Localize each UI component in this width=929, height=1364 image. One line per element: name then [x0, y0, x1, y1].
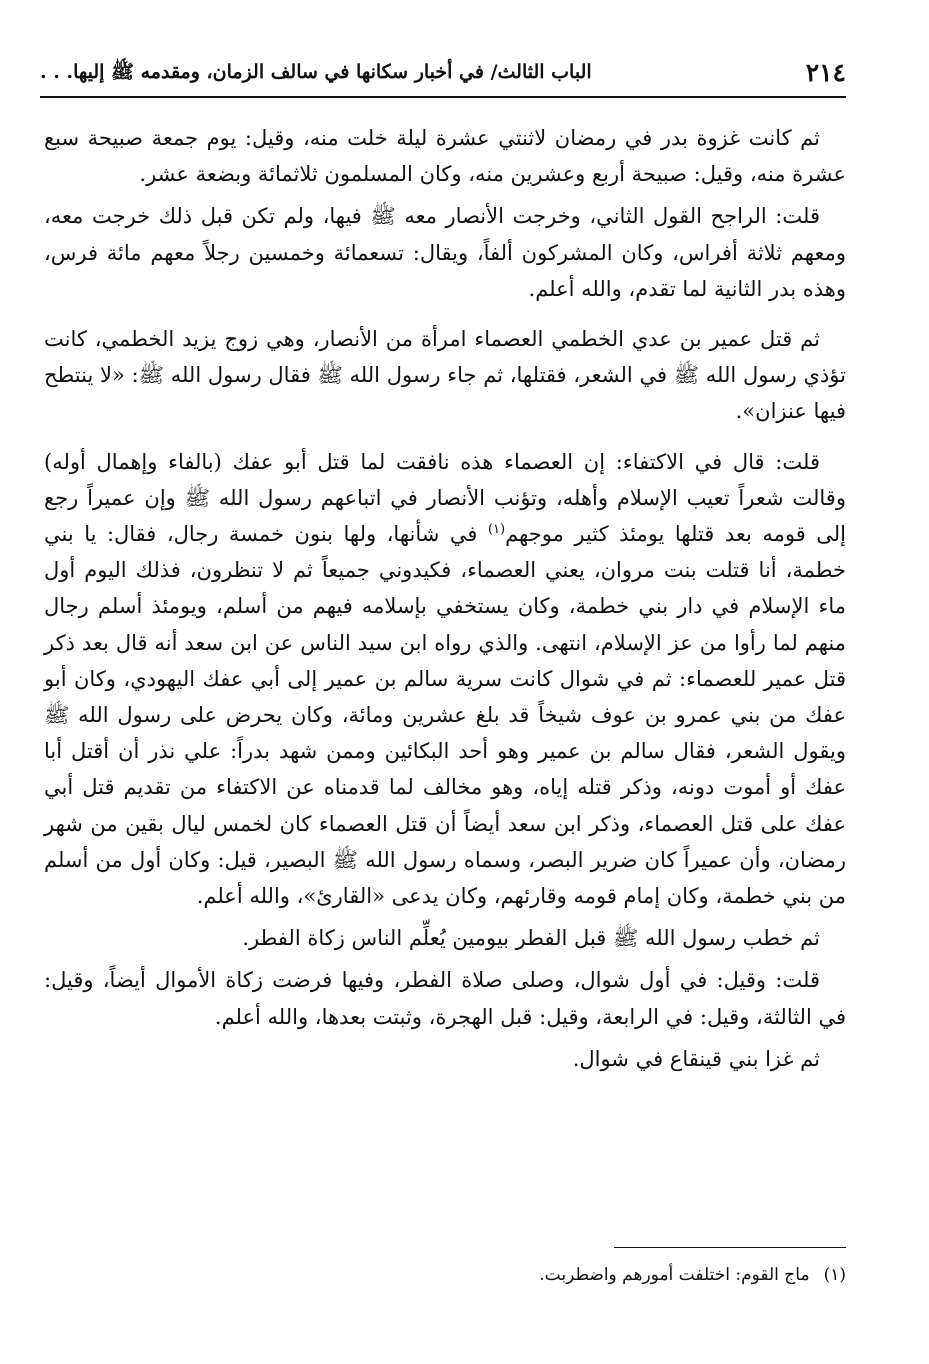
footnote-number: (١): [823, 1265, 846, 1285]
page-number: ٢١٤: [805, 58, 846, 87]
running-title: الباب الثالث/ في أخبار سكانها في سالف الزمان، ومقدمه ﷺ إليها. . .: [40, 61, 592, 83]
paragraph-asma: ثم قتل عمير بن عدي الخطمي العصماء امرأة من الأنصار، وهي زوج يزيد الخطمي، كانت تؤذي رسول الله ﷺ في الشعر، فقتلها، ثم جاء رسول الله ﷺ فقال رسول الله ﷺ: «لا ينتطح فيها عنزان».: [44, 327, 846, 424]
paragraph-zakat-amwal: قلت: وقيل: في أول شوال، وصلى صلاة الفطر، وفيها فرضت زكاة الأموال أيضاً، وقيل: في الثالثة، وقيل: في الرابعة، وقيل: قبل الهجرة، وثبتت بعدها، والله أعلم.: [44, 968, 846, 1029]
paragraph-badr: ثم كانت غزوة بدر في رمضان لاثنتي عشرة ليلة خلت منه، وقيل: يوم جمعة صبيحة سبع عشرة منه، وقيل: صبيحة أربع وعشرين منه، وكان المسلمون ثلاثمائة وبضعة عشر.: [44, 126, 846, 187]
footnote-text: ماج القوم: اختلفت أمورهم واضطربت.: [539, 1265, 810, 1285]
page-header: [40, 52, 846, 98]
header-rule: [40, 96, 846, 98]
paragraph-iktifa-start: قلت: قال في الاكتفاء: إن العصماء هذه نافقت لما قتل أبو عفك (بالفاء وإهمال أوله) وقالت شعراً تعيب الإسلام وأهله، وتؤنب الأنصار في اتباعهم رسول الله ﷺ وإن عميراً رجع إلى قومه بعد قتلها يومئذ كثير موجهم: [44, 449, 846, 547]
paragraph-zakat-fitr: ثم خطب رسول الله ﷺ قبل الفطر بيومين يُعلِّم الناس زكاة الفطر.: [242, 926, 820, 951]
paragraph-iktifa: [44, 444, 846, 915]
body-text: [44, 120, 846, 1083]
paragraph-ansar: قلت: الراجح القول الثاني، وخرجت الأنصار معه ﷺ فيها، ولم تكن قبل ذلك خرجت معه، ومعهم ثلاثة أفراس، وكان المشركون ألفاً، ويقال: تسعمائة وخمسين رجلاً معهم مائة فرس، وهذه بدر الثانية لما تقدم، والله أعلم.: [44, 204, 846, 301]
paragraph-qaynuqa: ثم غزا بني قينقاع في شوال.: [572, 1046, 820, 1071]
footnote-rule: [614, 1247, 846, 1248]
paragraph-iktifa-rest: في شأنها، ولها بنون خمسة رجال، فقال: يا بني خطمة، أنا قتلت بنت مروان، يعني العصماء، فكيدوني جميعاً ثم لا تنظرون، فذلك اليوم أول ماء الإسلام في دار بني خطمة، وكان يستخفي بإسلامه فيهم من أسلم، ويومئذ أسلم رجال منهم لما رأوا من عز الإسلام، انتهى. والذي رواه ابن سيد الناس عن ابن سعد أنه قال بعد ذكر قتل عمير للعصماء: ثم في شوال كانت سرية سالم بن عمير إلى أبي عفك اليهودي، وكان أبو عفك من بني عمرو بن عوف شيخاً قد بلغ عشرين ومائة، وكان يحرض على رسول الله ﷺ ويقول الشعر، فقال سالم بن عمير وهو أحد البكائين وممن شهد بدراً: علي نذر أن أقتل أبا عفك أو أموت دونه، وذكر قتله إياه، وهو مخالف لما قدمناه عن الاكتفاء من تقديم قتل أبي عفك على قتل العصماء، وذكر ابن سعد أيضاً أن قتل العصماء كان لخمس ليال بقين من شهر رمضان، وأن عميراً كان ضرير البصر، وسماه رسول الله ﷺ البصير، قيل: وكان أول من أسلم من بني خطمة، وكان إمام قومه وقارئهم، وكان يدعى «القارئ»، والله أعلم.: [44, 522, 846, 909]
footnote-marker: (١): [487, 522, 506, 538]
footnote: [83, 1262, 846, 1288]
